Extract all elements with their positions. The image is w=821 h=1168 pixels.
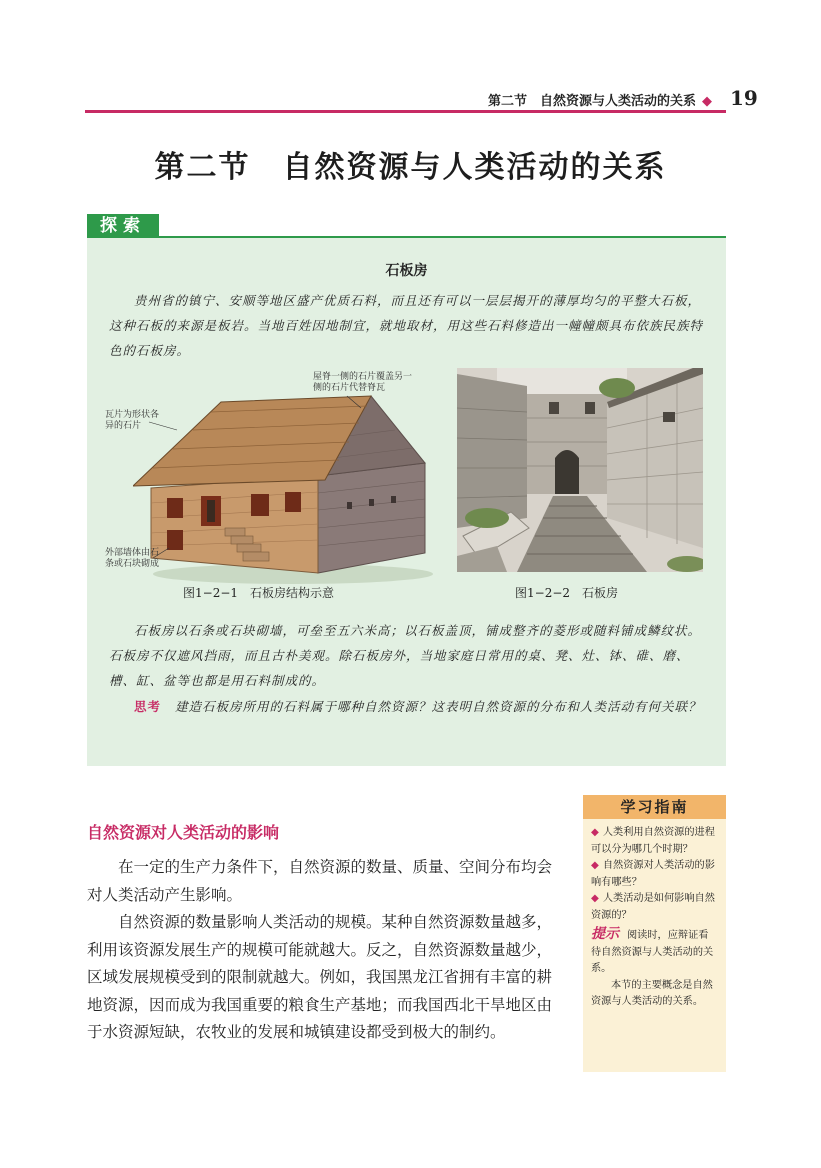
explore-box xyxy=(87,238,726,766)
guide-item xyxy=(591,825,718,858)
callout-roof-ridge: 屋脊一侧的石片覆盖另一侧的石片代替脊瓦 xyxy=(313,372,413,393)
guide-item xyxy=(591,891,718,924)
section-paragraph-2: 自然资源的数量影响人类活动的规模。某种自然资源数量越多，利用该资源发展生产的规模可能就越大。反之，自然资源数量越少，区域发展规模受到的限制就越大。例如，我国黑龙江省拥有丰富的耕地资源，因而成为我国重要的粮食生产基地；而我国西北干旱地区由于水资源短缺，农牧业的发展和城镇建设都受到极大的制约。 xyxy=(87,913,553,1041)
tip-label: 提示 xyxy=(591,926,619,942)
tip-text: 阅读时，应辩证看待自然资源与人类活动的关系。 xyxy=(591,930,714,974)
study-guide-title: 学习指南 xyxy=(583,795,726,819)
callout-tiles: 瓦片为形状各异的石片 xyxy=(105,410,160,431)
guide-item-text: 人类利用自然资源的进程可以分为哪几个时期？ xyxy=(591,827,715,855)
guide-item-text: 人类活动是如何影响自然资源的？ xyxy=(591,893,715,921)
think-text: 建造石板房所用的石料属于哪种自然资源？这表明自然资源的分布和人类活动有何关联？ xyxy=(175,699,702,714)
running-header-title xyxy=(488,90,712,109)
think-label: 思考 xyxy=(134,699,162,714)
stone-house-photo xyxy=(457,368,703,572)
think-question xyxy=(109,694,709,719)
section-body xyxy=(87,854,561,1047)
guide-tip xyxy=(591,926,718,978)
diamond-icon: ◆ xyxy=(702,94,712,109)
guide-concept: 本节的主要概念是自然资源与人类活动的关系。 xyxy=(591,979,713,1007)
diamond-icon: ◆ xyxy=(591,827,599,838)
chapter-title: 第二节 自然资源与人类活动的关系 xyxy=(154,150,667,185)
explore-paragraph-1: 贵州省的镇宁、安顺等地区盛产优质石料，而且还有可以一层层揭开的薄厚均匀的平整大石板，这种石板的来源是板岩。当地百姓因地制宜，就地取材，用这些石料修造出一幢幢颇具布依族民族特色的石板房。 xyxy=(109,293,704,358)
section-heading: 自然资源对人类活动的影响 xyxy=(87,823,280,842)
guide-item-text: 自然资源对人类活动的影响有哪些？ xyxy=(591,860,715,888)
figure-1-caption: 图1−2−1 石板房结构示意 xyxy=(183,586,335,600)
diamond-icon: ◆ xyxy=(591,893,599,904)
explore-tab: 探索 xyxy=(87,214,159,238)
explore-box-title: 石板房 xyxy=(385,263,428,279)
figure-area xyxy=(87,366,726,602)
running-header xyxy=(0,82,760,112)
diamond-icon: ◆ xyxy=(591,860,599,871)
stone-house-diagram xyxy=(133,378,433,592)
running-section-title: 第二节 自然资源与人类活动的关系 xyxy=(487,94,696,109)
callout-walls: 外部墙体由石条或石块砌成 xyxy=(105,548,160,569)
header-rule xyxy=(85,110,726,113)
guide-item xyxy=(591,858,718,891)
explore-paragraph-2: 石板房以石条或石块砌墙，可垒至五六米高；以石板盖顶，铺成整齐的菱形或随料铺成鳞纹状。石板房不仅遮风挡雨，而且古朴美观。除石板房外，当地家庭日常用的桌、凳、灶、钵、碓、磨、槽、缸、盆等也都是用石料制成的。 xyxy=(109,623,702,688)
figure-2-caption: 图1−2−2 石板房 xyxy=(515,586,619,600)
study-guide xyxy=(583,795,726,1072)
section-paragraph-1: 在一定的生产力条件下，自然资源的数量、质量、空间分布均会对人类活动产生影响。 xyxy=(87,858,553,904)
page-number: 19 xyxy=(730,86,758,110)
